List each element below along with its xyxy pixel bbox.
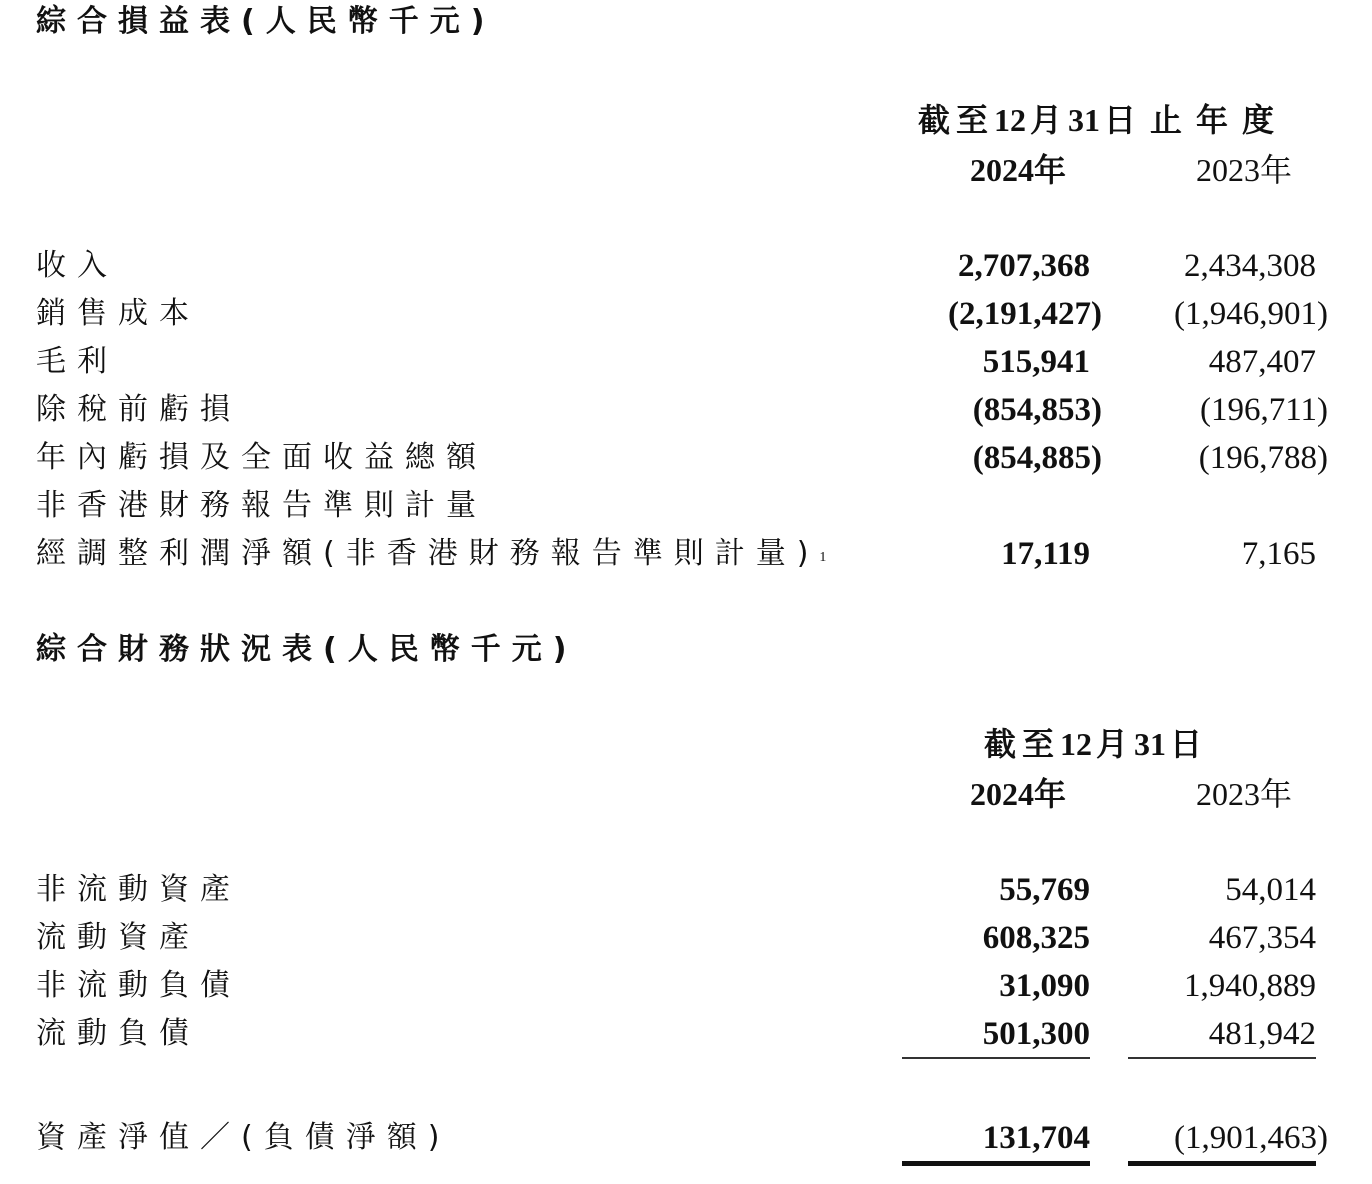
non-current-liabilities-2024: 31,090: [999, 968, 1090, 1004]
period-text: 日止年度: [1104, 101, 1289, 139]
row-label-net-assets-liabilities: 資產淨值／(負債淨額): [36, 1120, 451, 1155]
income-period-header: [918, 100, 1288, 140]
row-label-revenue: 收入: [36, 248, 118, 283]
net-assets-2024: 131,704: [982, 1120, 1090, 1156]
footnote-marker: 1: [819, 550, 827, 565]
adjusted-net-profit-2024: 17,119: [1001, 536, 1090, 572]
non-current-assets-2023: 54,014: [1225, 872, 1316, 908]
row-label-non-hkfrs-measures: 非香港財務報告準則計量: [36, 488, 487, 523]
financial-position-title: 綜合財務狀況表(人民幣千元): [36, 632, 578, 667]
adjusted-net-profit-2023: 7,165: [1241, 536, 1316, 572]
total-comprehensive-loss-2024: (854,885): [972, 440, 1102, 476]
row-label-non-current-assets: 非流動資產: [36, 872, 241, 907]
row-label-non-current-liabilities: 非流動負債: [36, 968, 241, 1003]
period-text: 日: [1170, 725, 1209, 763]
revenue-2024: 2,707,368: [958, 248, 1090, 284]
period-text: 月: [1030, 101, 1069, 139]
row-label-gross-profit: 毛利: [36, 344, 118, 379]
period-text: 截至: [918, 101, 995, 139]
current-assets-2023: 467,354: [1208, 920, 1316, 956]
adjusted-net-profit-label: 經調整利潤淨額(非香港財務報告準則計量): [36, 536, 820, 571]
total-rule-2023: [1128, 1161, 1316, 1166]
total-rule-2024: [902, 1161, 1090, 1166]
current-liabilities-2023: 481,942: [1208, 1016, 1316, 1052]
row-label-current-assets: 流動資產: [36, 920, 200, 955]
period-day-num: 31: [1134, 726, 1167, 762]
subtotal-rule-2023: [1128, 1057, 1316, 1059]
position-year-prior: 2023年: [1196, 776, 1293, 812]
income-year-current: 2024年: [970, 152, 1067, 188]
income-statement-title: 綜合損益表(人民幣千元): [36, 4, 496, 39]
position-year-current: 2024年: [970, 776, 1067, 812]
period-day-num: 31: [1068, 102, 1101, 138]
gross-profit-2024: 515,941: [982, 344, 1090, 380]
non-current-liabilities-2023: 1,940,889: [1184, 968, 1316, 1004]
cost-of-sales-2023: (1,946,901): [1174, 296, 1328, 332]
row-label-adjusted-net-profit: [36, 534, 826, 574]
non-current-assets-2024: 55,769: [999, 872, 1090, 908]
period-text: 月: [1096, 725, 1135, 763]
row-label-total-comprehensive-loss: 年內虧損及全面收益總額: [36, 440, 487, 475]
row-label-loss-before-tax: 除稅前虧損: [36, 392, 241, 427]
gross-profit-2023: 487,407: [1208, 344, 1316, 380]
cost-of-sales-2024: (2,191,427): [948, 296, 1102, 332]
current-liabilities-2024: 501,300: [982, 1016, 1090, 1052]
revenue-2023: 2,434,308: [1184, 248, 1316, 284]
period-month-num: 12: [1060, 726, 1093, 762]
period-text: 截至: [984, 725, 1061, 763]
subtotal-rule-2024: [902, 1057, 1090, 1059]
row-label-cost-of-sales: 銷售成本: [36, 296, 200, 331]
income-year-prior: 2023年: [1196, 152, 1293, 188]
current-assets-2024: 608,325: [982, 920, 1090, 956]
loss-before-tax-2024: (854,853): [972, 392, 1102, 428]
loss-before-tax-2023: (196,711): [1199, 392, 1328, 428]
period-month-num: 12: [994, 102, 1027, 138]
net-liabilities-2023: (1,901,463): [1174, 1120, 1328, 1156]
total-comprehensive-loss-2023: (196,788): [1198, 440, 1328, 476]
position-period-header: [984, 724, 1208, 764]
row-label-current-liabilities: 流動負債: [36, 1016, 200, 1051]
